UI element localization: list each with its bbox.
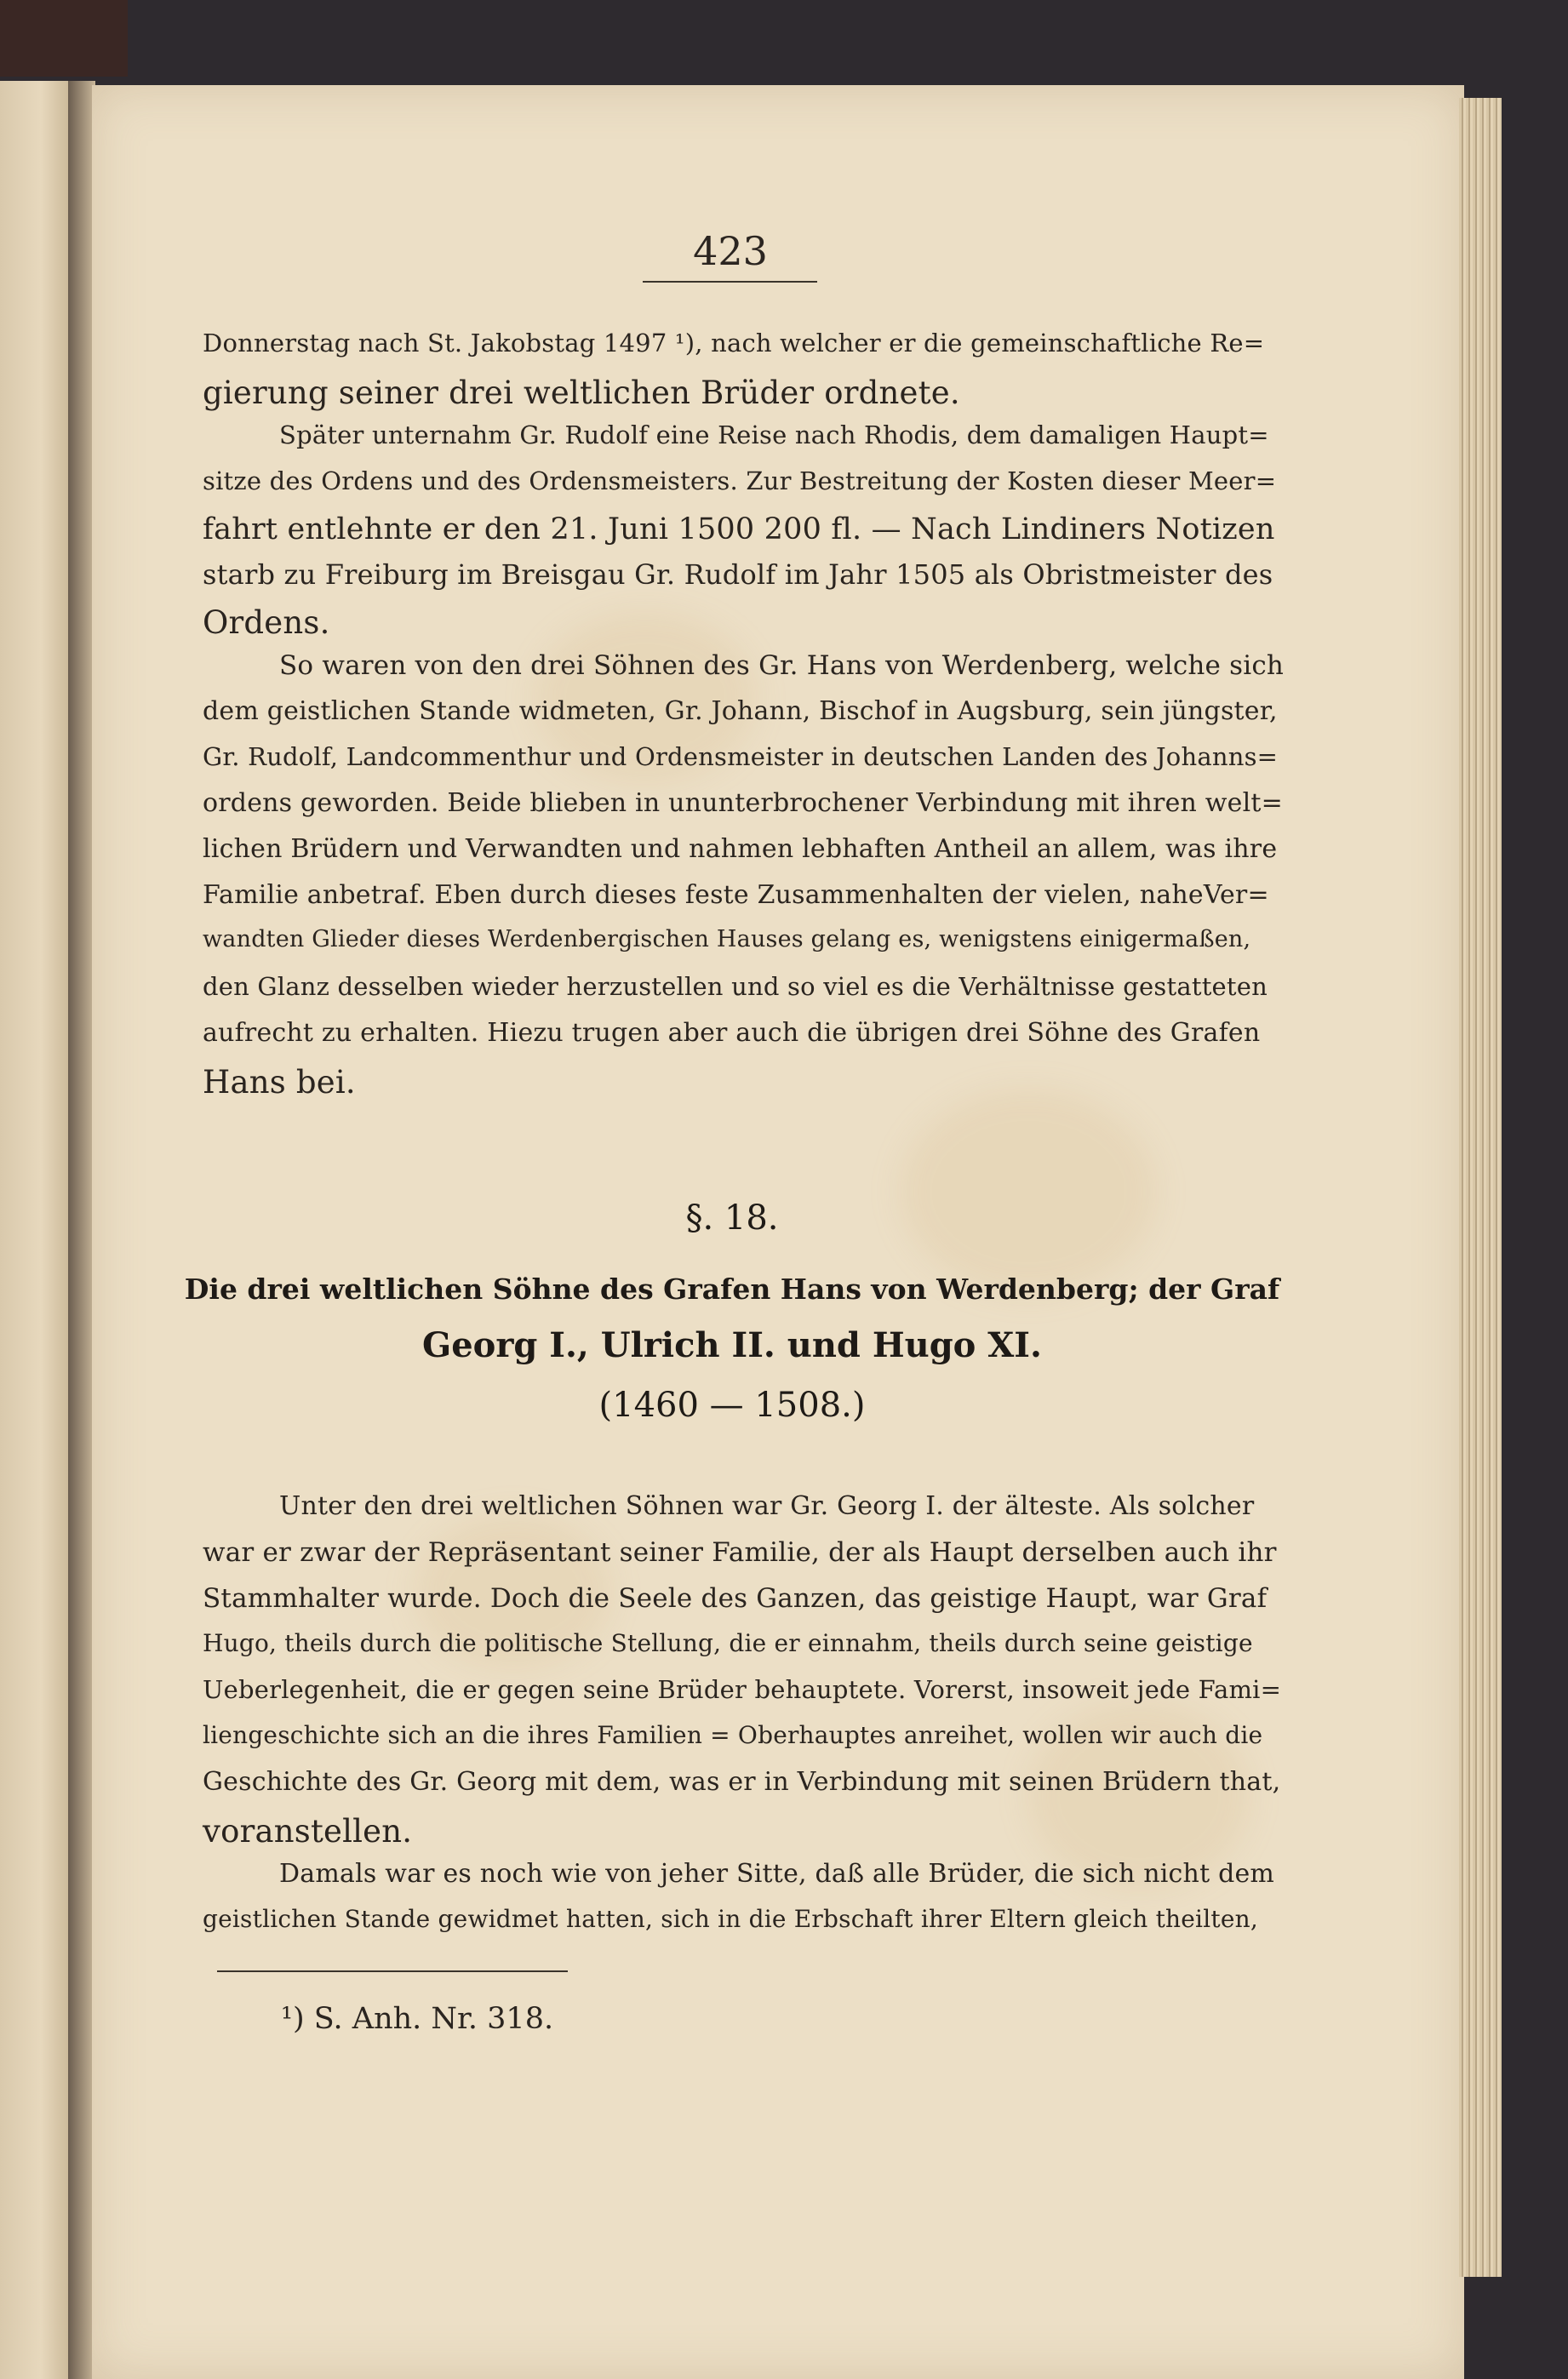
- text-line: sitze des Ordens und des Ordensmeisters. Zur Bestreitung der Kosten dieser Meer=: [203, 466, 1277, 495]
- text-line: geistlichen Stande gewidmet hatten, sich in die Erbschaft ihrer Eltern gleich theilten,: [203, 1905, 1258, 1933]
- text-line: starb zu Freiburg im Breisgau Gr. Rudolf im Jahr 1505 als Obristmeister des: [203, 558, 1273, 591]
- text-line: Hugo, theils durch die politische Stellung, die er einnahm, theils durch seine geistige: [203, 1629, 1253, 1657]
- text-line: wandten Glieder dieses Werdenbergischen Hauses gelang es, wenigstens einigermaßen,: [203, 926, 1251, 952]
- body-text-top: [203, 329, 1284, 1103]
- text-line: lichen Brüdern und Verwandten und nahmen lebhaften Antheil an allem, was ihre: [203, 834, 1278, 864]
- text-line: So waren von den drei Söhnen des Gr. Hans von Werdenberg, welche sich: [279, 650, 1285, 681]
- page-number: 423: [693, 228, 768, 274]
- text-line: liengeschichte sich an die ihres Familien = Oberhauptes anreihet, wollen wir auch die: [203, 1721, 1263, 1749]
- text-line: Stammhalter wurde. Doch die Seele des Ganzen, das geistige Haupt, war Graf: [203, 1583, 1268, 1614]
- section-number: §. 18.: [685, 1198, 779, 1238]
- text-line: Gr. Rudolf, Landcommenthur und Ordensmeister in deutschen Landen des Johanns=: [203, 742, 1279, 771]
- footnote-rule: [217, 1970, 568, 1972]
- page-number-rule: [643, 281, 817, 283]
- text-line: Hans bei.: [203, 1064, 356, 1101]
- body-text-bottom: [203, 1491, 1284, 1951]
- footnote: ¹) S. Anh. Nr. 318.: [281, 2002, 554, 2036]
- text-line: den Glanz desselben wieder herzustellen und so viel es die Verhältnisse gestatteten: [203, 972, 1268, 1001]
- text-line: fahrt entlehnte er den 21. Juni 1500 200 fl. — Nach Lindiners Notizen: [203, 512, 1275, 546]
- paper-stain: [901, 1089, 1156, 1294]
- text-line: ordens geworden. Beide blieben in ununterbrochener Verbindung mit ihren welt=: [203, 788, 1284, 818]
- text-line: Familie anbetraf. Eben durch dieses feste Zusammenhalten der vielen, naheVer=: [203, 880, 1269, 910]
- text-line: gierung seiner drei weltlichen Brüder ordnete.: [203, 375, 960, 411]
- section-title-line-1: Die drei weltlichen Söhne des Grafen Hans von Werdenberg; der Graf: [184, 1272, 1280, 1306]
- text-line: Geschichte des Gr. Georg mit dem, was er in Verbindung mit seinen Brüdern that,: [203, 1767, 1281, 1797]
- text-line: dem geistlichen Stande widmeten, Gr. Johann, Bischof in Augsburg, sein jüngster,: [203, 696, 1278, 726]
- text-line: Donnerstag nach St. Jakobstag 1497 ¹), nach welcher er die gemeinschaftliche Re=: [203, 329, 1265, 357]
- book-cover-edge: [0, 0, 128, 77]
- text-line: Damals war es noch wie von jeher Sitte, daß alle Brüder, die sich nicht dem: [279, 1859, 1275, 1889]
- text-line: Ueberlegenheit, die er gegen seine Brüder behauptete. Vorerst, insoweit jede Fami=: [203, 1675, 1282, 1704]
- text-line: aufrecht zu erhalten. Hiezu trugen aber auch die übrigen drei Söhne des Grafen: [203, 1018, 1261, 1048]
- section-title-line-2: Georg I., Ulrich II. und Hugo XI.: [422, 1325, 1042, 1365]
- left-page-edge: [0, 81, 68, 2379]
- page-stack-edges: [1459, 98, 1502, 2277]
- text-line: voranstellen.: [203, 1813, 413, 1850]
- text-line: Unter den drei weltlichen Söhnen war Gr. Georg I. der älteste. Als solcher: [279, 1491, 1255, 1521]
- text-line: Später unternahm Gr. Rudolf eine Reise nach Rhodis, dem damaligen Haupt=: [279, 420, 1269, 449]
- text-line: Ordens.: [203, 604, 330, 641]
- section-years: (1460 — 1508.): [598, 1386, 866, 1425]
- text-line: war er zwar der Repräsentant seiner Familie, der als Haupt derselben auch ihr: [203, 1537, 1277, 1568]
